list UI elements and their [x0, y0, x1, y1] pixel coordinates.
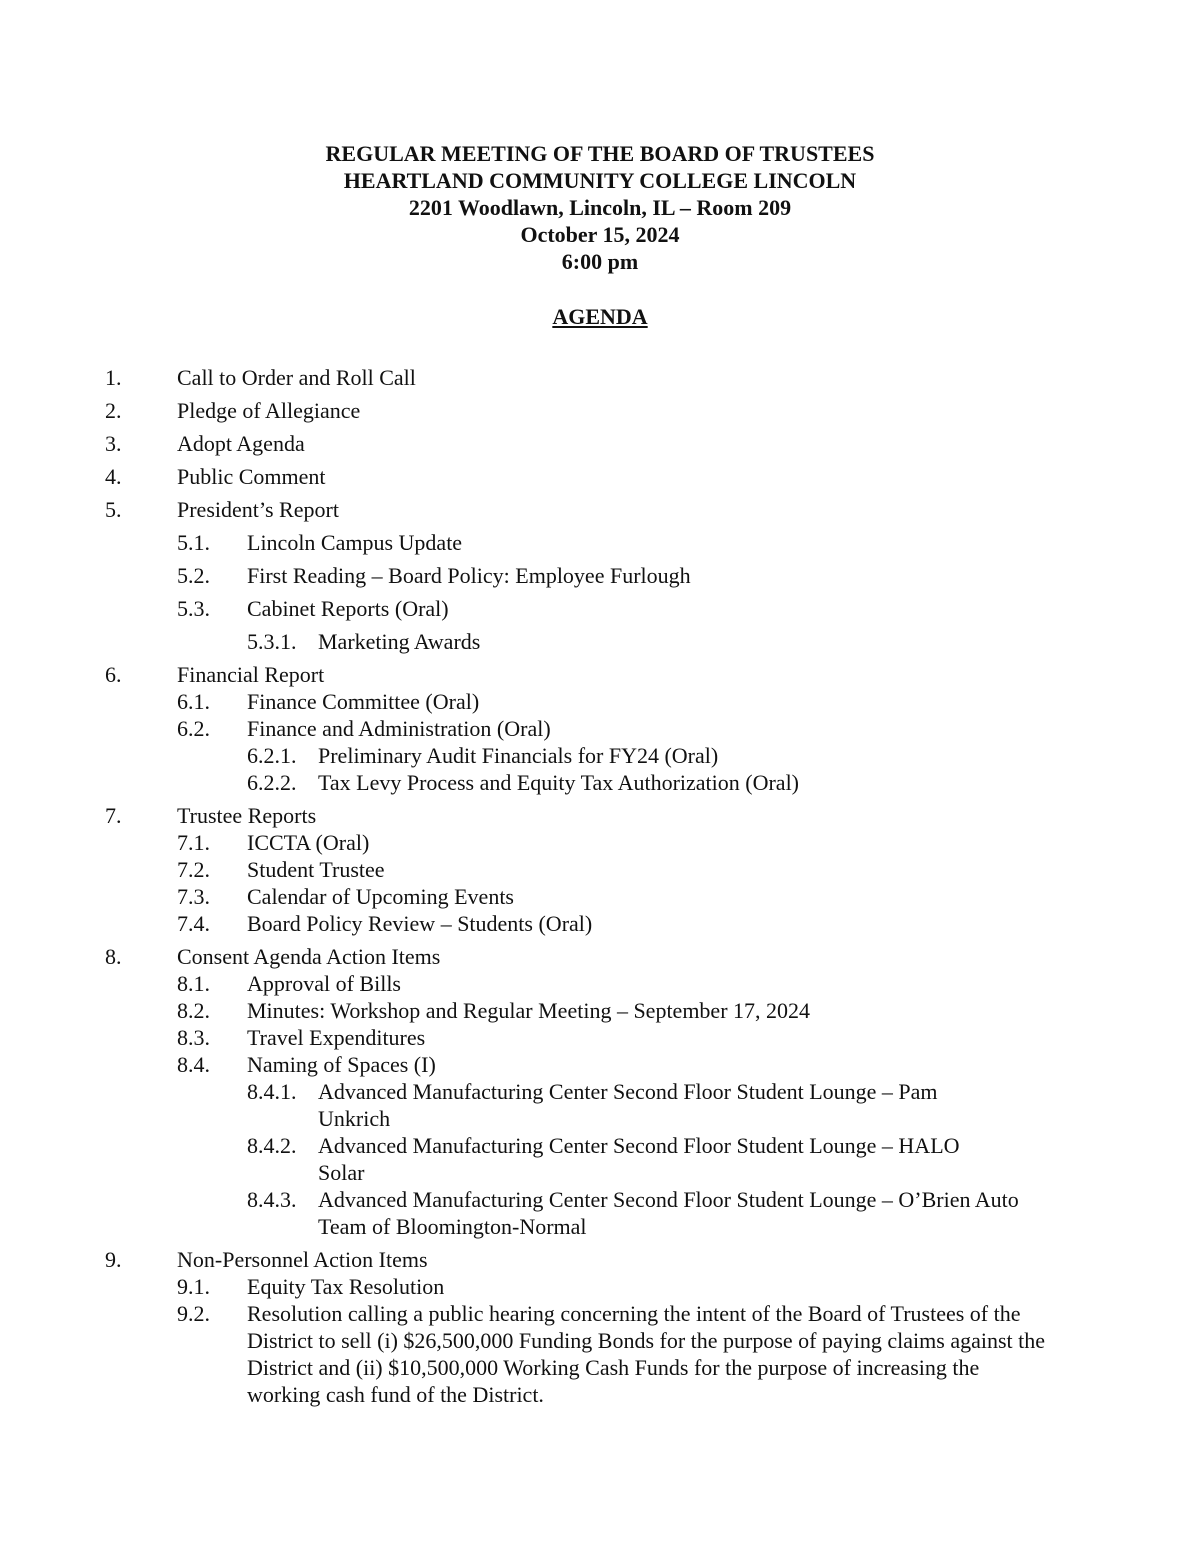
item-text: Trustee Reports — [177, 803, 317, 828]
item-number: 2. — [105, 398, 122, 423]
item-number: 7.4. — [177, 911, 210, 936]
item-text: Cabinet Reports (Oral) — [247, 596, 449, 621]
item-text: Financial Report — [177, 662, 325, 687]
item-text: Naming of Spaces (I) — [247, 1052, 436, 1077]
item-number: 8.1. — [177, 971, 210, 996]
item-number: 9.2. — [177, 1301, 210, 1326]
item-text: Board Policy Review – Students (Oral) — [247, 911, 593, 936]
item-number: 9. — [105, 1247, 122, 1272]
item-text: Lincoln Campus Update — [247, 530, 463, 555]
item-text: Advanced Manufacturing Center Second Floor Student Lounge – O’Brien Auto Team of Bloomington-Normal — [318, 1187, 1019, 1239]
item-number: 5.2. — [177, 563, 210, 588]
item-text: Tax Levy Process and Equity Tax Authorization (Oral) — [318, 770, 800, 795]
item-text: First Reading – Board Policy: Employee Furlough — [247, 563, 691, 588]
header-time: 6:00 pm — [561, 249, 639, 274]
item-number: 7.2. — [177, 857, 210, 882]
item-text: Public Comment — [177, 464, 326, 489]
item-text: Approval of Bills — [247, 971, 401, 996]
item-number: 8. — [105, 944, 122, 969]
header-meeting-title: REGULAR MEETING OF THE BOARD OF TRUSTEES — [325, 141, 875, 166]
item-number: 5.3. — [177, 596, 210, 621]
item-number: 8.4.1. — [247, 1079, 297, 1104]
item-text: Resolution calling a public hearing concerning the intent of the Board of Trustees of the District to sell (i) $26,500,000 Funding Bonds for the purpose of paying claims against the District and (ii) $10,500,000 Working Cash Funds for the purpose of increasing the working cash fund of the District. — [247, 1301, 1046, 1407]
item-number: 8.4. — [177, 1052, 210, 1077]
item-text: Call to Order and Roll Call — [177, 365, 416, 390]
item-text: Minutes: Workshop and Regular Meeting – September 17, 2024 — [247, 998, 811, 1023]
item-text: President’s Report — [177, 497, 339, 522]
item-number: 7. — [105, 803, 122, 828]
item-text: Finance and Administration (Oral) — [247, 716, 551, 741]
item-number: 8.2. — [177, 998, 210, 1023]
item-text: Non-Personnel Action Items — [177, 1247, 428, 1272]
item-text: Calendar of Upcoming Events — [247, 884, 514, 909]
header-college-name: HEARTLAND COMMUNITY COLLEGE LINCOLN — [343, 168, 857, 193]
header-address: 2201 Woodlawn, Lincoln, IL – Room 209 — [408, 195, 792, 220]
item-text: Consent Agenda Action Items — [177, 944, 441, 969]
agenda-heading — [0, 303, 1200, 330]
item-number: 8.3. — [177, 1025, 210, 1050]
item-text: Adopt Agenda — [177, 431, 305, 456]
header-date: October 15, 2024 — [520, 222, 680, 247]
item-text: Advanced Manufacturing Center Second Floor Student Lounge – HALO Solar — [318, 1133, 960, 1185]
item-text: Student Trustee — [247, 857, 385, 882]
item-text: Marketing Awards — [318, 629, 481, 654]
item-number: 9.1. — [177, 1274, 210, 1299]
item-number: 5.1. — [177, 530, 210, 555]
item-number: 8.4.2. — [247, 1133, 297, 1158]
meeting-header — [0, 140, 1200, 275]
item-number: 3. — [105, 431, 122, 456]
item-text: Preliminary Audit Financials for FY24 (Oral) — [318, 743, 719, 768]
item-text: Equity Tax Resolution — [247, 1274, 445, 1299]
item-number: 5.3.1. — [247, 629, 297, 654]
item-number: 7.1. — [177, 830, 210, 855]
item-number: 5. — [105, 497, 122, 522]
item-text: Travel Expenditures — [247, 1025, 426, 1050]
item-text: Advanced Manufacturing Center Second Floor Student Lounge – Pam Unkrich — [318, 1079, 938, 1131]
item-number: 6.2. — [177, 716, 210, 741]
item-text: Finance Committee (Oral) — [247, 689, 480, 714]
item-number: 7.3. — [177, 884, 210, 909]
item-text: ICCTA (Oral) — [247, 830, 370, 855]
item-number: 6.1. — [177, 689, 210, 714]
item-text: Pledge of Allegiance — [177, 398, 361, 423]
item-number: 6.2.2. — [247, 770, 297, 795]
item-number: 1. — [105, 365, 122, 390]
item-number: 8.4.3. — [247, 1187, 297, 1212]
item-number: 6. — [105, 662, 122, 687]
agenda-heading-text: AGENDA — [552, 304, 648, 329]
item-number: 6.2.1. — [247, 743, 297, 768]
item-number: 4. — [105, 464, 122, 489]
